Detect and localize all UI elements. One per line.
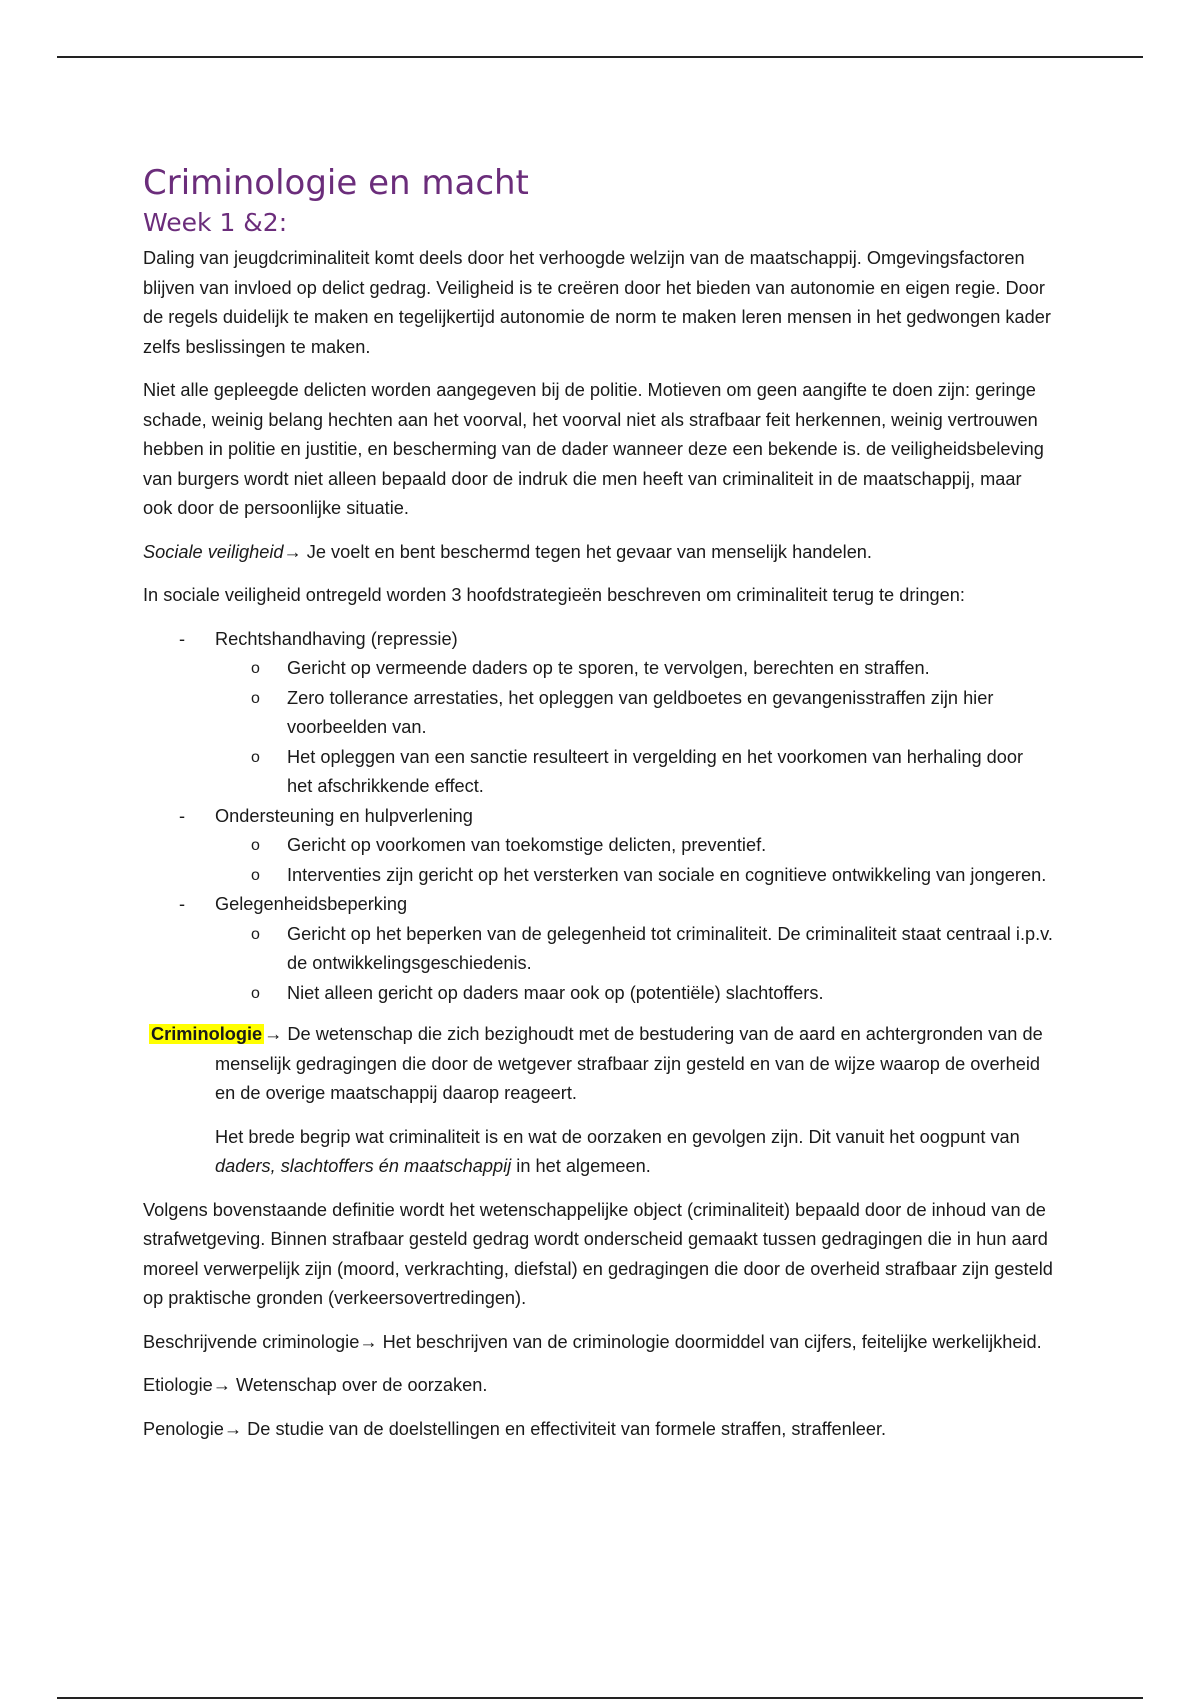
- week-heading: Week 1 &2:: [143, 208, 288, 237]
- text-segment: in het algemeen.: [511, 1156, 651, 1176]
- sub-list: [215, 920, 1053, 1009]
- sub-item: [215, 861, 1053, 891]
- paragraph-definitie: Volgens bovenstaande definitie wordt het wetenschappelijke object (criminaliteit) bepaald door de inhoud van de strafwetgeving. Binnen strafbaar gesteld gedrag wordt onderscheid gemaakt tussen gedragingen die in hun aard moreel verwerpelijk zijn (moord, verkrachting, diefstal) en gedragingen die door de overheid strafbaar zijn gesteld op praktische gronden (verkeersovertredingen).: [143, 1199, 1053, 1308]
- strategy-item: [143, 802, 1053, 891]
- definition-penologie: Penologie→ De studie van de doelstellingen en effectiviteit van formele straffen, straffenleer.: [143, 1418, 887, 1439]
- arrow: →: [264, 1024, 283, 1044]
- sub-item: [215, 743, 1053, 802]
- definition-text: Je voelt en bent beschermd tegen het gevaar van menselijk handelen.: [301, 541, 872, 562]
- paragraph-intro: Daling van jeugdcriminaliteit komt deels door het verhoogde welzijn van de maatschappij. Omgevingsfactoren blijven van invloed op delict gedrag. Veiligheid is te creëren door het bieden van autonomie en eigen regie. Door de regels duidelijk te maken en tegelijkertijd autonomie de norm te maken leren mensen in het gedwongen kader zelfs beslissingen te maken.: [143, 248, 1051, 357]
- definition-sociale-veiligheid: [143, 538, 1053, 568]
- circle-bullet: o: [251, 748, 260, 766]
- document-body: [143, 160, 1053, 1458]
- circle-bullet: o: [251, 925, 260, 943]
- sub-item: [215, 979, 1053, 1009]
- sub-item: [215, 654, 1053, 684]
- strategy-label: Ondersteuning en hulpverlening: [215, 805, 473, 826]
- strategy-item: [143, 890, 1053, 1008]
- sub-item: [215, 684, 1053, 743]
- definition-etiologie: Etiologie→ Wetenschap over de oorzaken.: [143, 1375, 488, 1395]
- sub-item: [215, 920, 1053, 979]
- circle-bullet: o: [251, 984, 260, 1002]
- sub-item-text: Interventies zijn gericht op het versterken van sociale en cognitieve ontwikkeling van jongeren.: [287, 864, 1047, 885]
- circle-bullet: o: [251, 689, 260, 707]
- paragraph-brede-begrip: [143, 1123, 1053, 1182]
- strategy-label: Rechtshandhaving (repressie): [215, 628, 458, 649]
- sub-item: [215, 831, 1053, 861]
- sub-item-text: Gericht op vermeende daders op te sporen, te vervolgen, berechten en straffen.: [287, 658, 930, 678]
- definition-beschrijvende: Beschrijvende criminologie→ Het beschrijven van de criminologie doormiddel van cijfers, feitelijke werkelijkheid.: [143, 1331, 1042, 1352]
- dash-bullet: -: [179, 894, 186, 914]
- italic-segment: daders, slachtoffers én maatschappij: [215, 1156, 512, 1176]
- sub-item-text: Gericht op voorkomen van toekomstige delicten, preventief.: [287, 835, 767, 855]
- dash-bullet: -: [179, 805, 186, 826]
- definition-text: De wetenschap die zich bezighoudt met de bestudering van de aard en achtergronden van de menselijk gedragingen die door de wetgever strafbaar zijn gesteld en van de wijze waarop de overheid en de overige maatschappij daarop reageert.: [215, 1024, 1043, 1103]
- sub-item-text: Niet alleen gericht op daders maar ook op (potentiële) slachtoffers.: [287, 982, 824, 1003]
- term-sociale-veiligheid: Sociale veiligheid: [143, 541, 284, 562]
- circle-bullet: o: [251, 837, 260, 854]
- highlighted-term-criminologie: Criminologie: [151, 1024, 263, 1044]
- document-title: Criminologie en macht: [143, 163, 529, 203]
- strategy-list: [143, 625, 1053, 1009]
- paragraph-strategies-intro: In sociale veiligheid ontregeld worden 3 hoofdstrategieën beschreven om criminaliteit terug te dringen:: [143, 585, 965, 605]
- strategy-item: [143, 625, 1053, 802]
- strategy-label: Gelegenheidsbeperking: [215, 894, 408, 914]
- circle-bullet: o: [251, 660, 260, 677]
- sub-item-text: Gericht op het beperken van de gelegenheid tot criminaliteit. De criminaliteit staat centraal i.p.v. de ontwikkelingsgeschiedenis.: [287, 923, 1053, 973]
- definition-criminologie: [143, 1020, 1053, 1109]
- top-rule: [57, 56, 1143, 58]
- text-segment: Het brede begrip wat criminaliteit is en wat de oorzaken en gevolgen zijn. Dit vanuit het oogpunt van: [215, 1126, 1020, 1147]
- sub-item-text: Het opleggen van een sanctie resulteert in vergelding en het voorkomen van herhaling door het afschrikkende effect.: [287, 746, 1024, 796]
- arrow: →: [283, 541, 302, 562]
- sub-list: [215, 831, 1053, 890]
- sub-list: [215, 654, 1053, 802]
- paragraph-aangifte: Niet alle gepleegde delicten worden aangegeven bij de politie. Motieven om geen aangifte te doen zijn: geringe schade, weinig belang hechten aan het voorval, het voorval niet als strafbaar feit herkennen, weinig vertrouwen hebben in politie en justitie, en bescherming van de dader wanneer deze een bekende is. de veiligheidsbeleving van burgers wordt niet alleen bepaald door de indruk die men heeft van criminaliteit in de maatschappij, maar ook door de persoonlijke situatie.: [143, 380, 1044, 518]
- bottom-rule: [57, 1697, 1143, 1699]
- dash-bullet: -: [179, 628, 186, 649]
- circle-bullet: o: [251, 866, 260, 884]
- sub-item-text: Zero tollerance arrestaties, het opleggen van geldboetes en gevangenisstraffen zijn hier voorbeelden van.: [287, 687, 994, 737]
